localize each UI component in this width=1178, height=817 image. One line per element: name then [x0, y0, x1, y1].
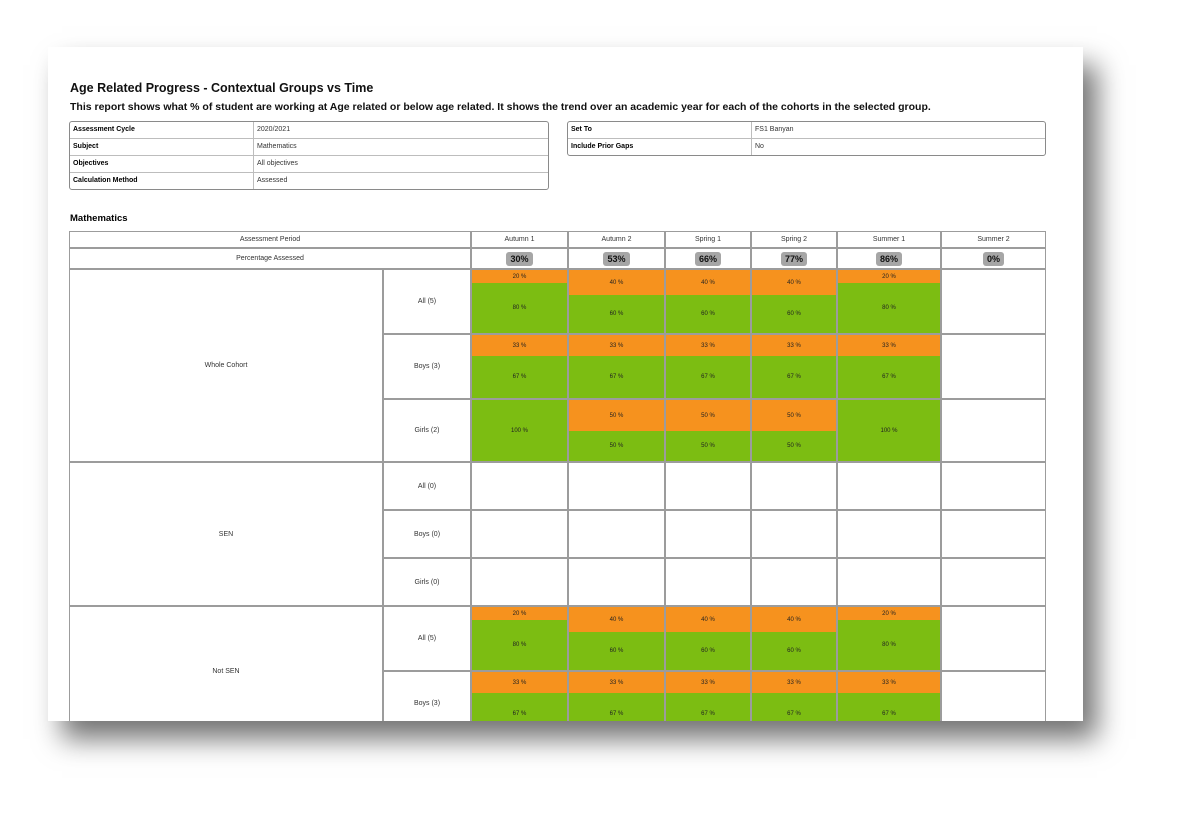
progress-cell: [568, 558, 665, 606]
group-label: Girls (2): [383, 399, 471, 462]
settings-value: Assessed: [257, 177, 288, 184]
percentage-assessed-badge: 30%: [506, 252, 532, 266]
settings-row: [70, 156, 548, 173]
progress-cell: [751, 558, 837, 606]
progress-cell: [665, 269, 751, 334]
below-age-segment: 33 %: [752, 335, 836, 356]
at-age-segment: 60 %: [752, 632, 836, 670]
at-age-segment: 67 %: [472, 356, 567, 398]
below-age-segment: 33 %: [838, 672, 940, 693]
settings-value: 2020/2021: [257, 126, 291, 133]
settings-label: Include Prior Gaps: [568, 139, 752, 155]
at-age-segment: 60 %: [752, 295, 836, 333]
at-age-segment: 60 %: [569, 295, 664, 333]
report-subtitle: This report shows what % of student are working at Age related or below age related. It shows the trend over an academic year for each of the cohorts in the selected group.: [70, 101, 931, 113]
progress-cell: [471, 671, 568, 721]
settings-table-right: [567, 121, 1046, 156]
progress-cell: [941, 269, 1046, 334]
progress-cell: [471, 558, 568, 606]
progress-cell: [568, 334, 665, 399]
settings-value: Mathematics: [257, 143, 297, 150]
progress-cell: [665, 462, 751, 510]
below-age-segment: 40 %: [752, 270, 836, 295]
below-age-segment: 33 %: [838, 335, 940, 356]
below-age-segment: 40 %: [666, 270, 750, 295]
progress-cell: [471, 399, 568, 462]
settings-row: [70, 139, 548, 156]
cohort-label: SEN: [69, 462, 383, 606]
period-autumn-1: Autumn 1: [471, 231, 568, 248]
at-age-segment: 80 %: [838, 283, 940, 333]
below-age-segment: 20 %: [472, 607, 567, 620]
below-age-segment: 33 %: [752, 672, 836, 693]
at-age-segment: 100 %: [472, 400, 567, 461]
settings-label: Objectives: [70, 156, 254, 172]
group-label: Boys (3): [383, 334, 471, 399]
progress-cell: [751, 269, 837, 334]
settings-value: FS1 Banyan: [755, 126, 794, 133]
progress-cell: [665, 510, 751, 558]
progress-cell: [665, 606, 751, 671]
progress-cell: [665, 334, 751, 399]
below-age-segment: 40 %: [666, 607, 750, 632]
group-label: All (0): [383, 462, 471, 510]
settings-row: [70, 122, 548, 139]
settings-row: [568, 139, 1045, 155]
at-age-segment: 67 %: [752, 693, 836, 721]
progress-cell: [837, 399, 941, 462]
progress-cell: [837, 334, 941, 399]
settings-label: Subject: [70, 139, 254, 155]
progress-cell: [751, 462, 837, 510]
group-label: Boys (0): [383, 510, 471, 558]
below-age-segment: 20 %: [472, 270, 567, 283]
below-age-segment: 33 %: [472, 335, 567, 356]
settings-table-left: [69, 121, 549, 190]
progress-cell: [568, 462, 665, 510]
report-page: [48, 47, 1083, 721]
progress-cell: [568, 671, 665, 721]
progress-table: [69, 231, 1046, 721]
percentage-assessed-cell: [751, 248, 837, 269]
below-age-segment: 50 %: [752, 400, 836, 431]
percentage-assessed-cell: [568, 248, 665, 269]
below-age-segment: 40 %: [752, 607, 836, 632]
progress-cell: [941, 399, 1046, 462]
progress-cell: [837, 606, 941, 671]
progress-cell: [751, 510, 837, 558]
at-age-segment: 67 %: [569, 693, 664, 721]
below-age-segment: 50 %: [666, 400, 750, 431]
settings-value: All objectives: [257, 160, 298, 167]
settings-label: Calculation Method: [70, 173, 254, 189]
progress-cell: [941, 606, 1046, 671]
at-age-segment: 80 %: [472, 620, 567, 670]
progress-cell: [837, 671, 941, 721]
percentage-assessed-badge: 86%: [876, 252, 902, 266]
progress-cell: [837, 510, 941, 558]
period-spring-1: Spring 1: [665, 231, 751, 248]
below-age-segment: 33 %: [472, 672, 567, 693]
progress-cell: [471, 269, 568, 334]
progress-cell: [568, 606, 665, 671]
group-label: All (5): [383, 269, 471, 334]
below-age-segment: 20 %: [838, 607, 940, 620]
percentage-assessed-cell: [665, 248, 751, 269]
at-age-segment: 67 %: [569, 356, 664, 398]
below-age-segment: 50 %: [569, 400, 664, 431]
percentage-assessed-badge: 77%: [781, 252, 807, 266]
at-age-segment: 67 %: [838, 356, 940, 398]
report-title: Age Related Progress - Contextual Groups vs Time: [70, 81, 374, 95]
percentage-assessed-cell: [837, 248, 941, 269]
percentage-assessed-badge: 53%: [603, 252, 629, 266]
progress-cell: [941, 462, 1046, 510]
progress-cell: [471, 510, 568, 558]
progress-cell: [837, 269, 941, 334]
progress-cell: [751, 671, 837, 721]
settings-row: [568, 122, 1045, 139]
below-age-segment: 33 %: [569, 335, 664, 356]
progress-cell: [471, 462, 568, 510]
below-age-segment: 40 %: [569, 270, 664, 295]
at-age-segment: 60 %: [569, 632, 664, 670]
progress-cell: [665, 558, 751, 606]
section-title: Mathematics: [70, 213, 128, 224]
progress-cell: [568, 399, 665, 462]
group-label: Boys (3): [383, 671, 471, 721]
at-age-segment: 60 %: [666, 632, 750, 670]
cohort-label: Not SEN: [69, 606, 383, 721]
progress-cell: [568, 269, 665, 334]
progress-cell: [941, 671, 1046, 721]
progress-cell: [665, 671, 751, 721]
period-summer-2: Summer 2: [941, 231, 1046, 248]
below-age-segment: 33 %: [666, 335, 750, 356]
progress-cell: [751, 399, 837, 462]
settings-label: Assessment Cycle: [70, 122, 254, 138]
settings-value: No: [755, 143, 764, 150]
percentage-assessed-badge: 0%: [983, 252, 1004, 266]
progress-cell: [568, 510, 665, 558]
below-age-segment: 33 %: [569, 672, 664, 693]
group-label: Girls (0): [383, 558, 471, 606]
progress-cell: [471, 334, 568, 399]
progress-cell: [751, 334, 837, 399]
period-header: Assessment Period: [69, 231, 471, 248]
progress-cell: [751, 606, 837, 671]
period-summer-1: Summer 1: [837, 231, 941, 248]
percentage-assessed-badge: 66%: [695, 252, 721, 266]
at-age-segment: 67 %: [838, 693, 940, 721]
at-age-segment: 100 %: [838, 400, 940, 461]
below-age-segment: 33 %: [666, 672, 750, 693]
percentage-assessed-cell: [941, 248, 1046, 269]
at-age-segment: 67 %: [472, 693, 567, 721]
at-age-segment: 80 %: [838, 620, 940, 670]
at-age-segment: 67 %: [752, 356, 836, 398]
at-age-segment: 50 %: [666, 431, 750, 461]
period-spring-2: Spring 2: [751, 231, 837, 248]
at-age-segment: 50 %: [569, 431, 664, 461]
at-age-segment: 67 %: [666, 693, 750, 721]
below-age-segment: 20 %: [838, 270, 940, 283]
progress-cell: [837, 462, 941, 510]
at-age-segment: 50 %: [752, 431, 836, 461]
settings-row: [70, 173, 548, 189]
at-age-segment: 67 %: [666, 356, 750, 398]
at-age-segment: 80 %: [472, 283, 567, 333]
progress-cell: [471, 606, 568, 671]
progress-cell: [837, 558, 941, 606]
percentage-assessed-cell: [471, 248, 568, 269]
progress-cell: [941, 558, 1046, 606]
at-age-segment: 60 %: [666, 295, 750, 333]
settings-label: Set To: [568, 122, 752, 138]
assessed-header: Percentage Assessed: [69, 248, 471, 269]
below-age-segment: 40 %: [569, 607, 664, 632]
period-autumn-2: Autumn 2: [568, 231, 665, 248]
progress-cell: [941, 510, 1046, 558]
cohort-label: Whole Cohort: [69, 269, 383, 462]
group-label: All (5): [383, 606, 471, 671]
progress-cell: [941, 334, 1046, 399]
progress-cell: [665, 399, 751, 462]
